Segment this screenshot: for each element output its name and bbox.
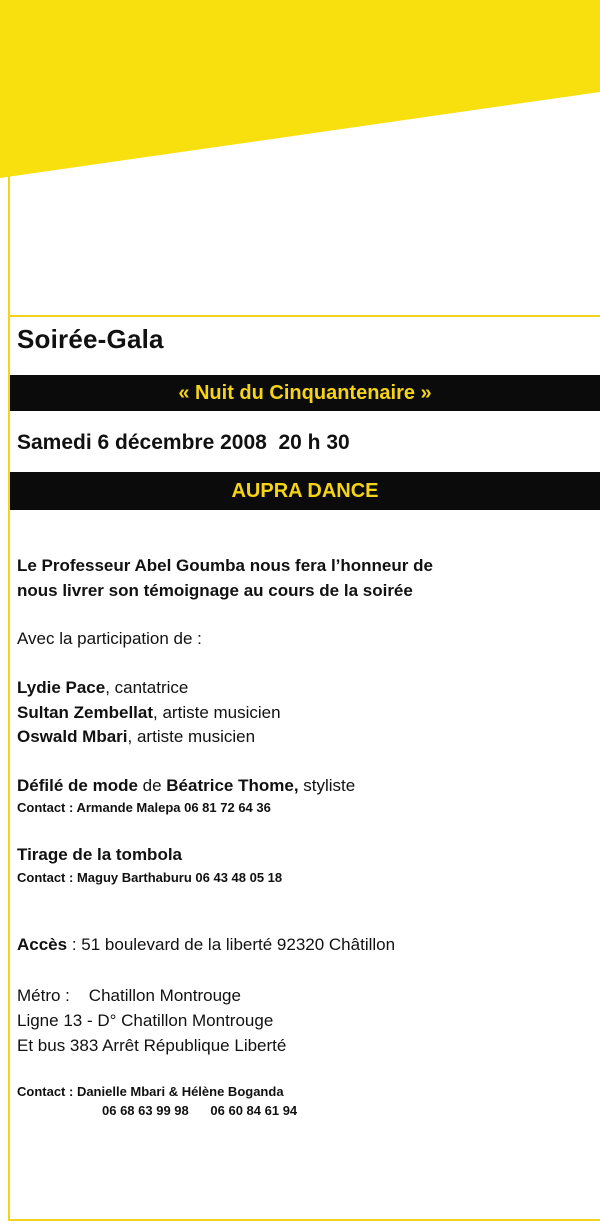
frame-top-border bbox=[8, 315, 600, 317]
access-label: Accès bbox=[17, 935, 68, 954]
intro-line-1: Le Professeur Abel Goumba nous fera l’honneur de bbox=[17, 556, 433, 575]
metro-line-13: Ligne 13 - D° Chatillon Montrouge bbox=[17, 1011, 274, 1030]
metro-line: Métro : Chatillon Montrouge bbox=[17, 986, 241, 1005]
participant-role: , artiste musicien bbox=[153, 703, 281, 722]
fashion-by: de bbox=[137, 776, 167, 795]
participant-role: , artiste musicien bbox=[127, 727, 256, 746]
bus-line: Et bus 383 Arrêt République Liberté bbox=[17, 1036, 287, 1055]
event-title: Soirée-Gala bbox=[17, 324, 164, 354]
intro-paragraph bbox=[17, 553, 592, 603]
venue-name: AUPRA DANCE bbox=[231, 479, 379, 502]
event-subtitle: « Nuit du Cinquantenaire » bbox=[178, 381, 432, 404]
participant-name: Oswald Mbari bbox=[17, 727, 128, 746]
access-address: : 51 boulevard de la liberté 92320 Châtillon bbox=[67, 935, 396, 954]
participant-name: Sultan Zembellat bbox=[17, 703, 154, 722]
fashion-line bbox=[17, 776, 355, 796]
yellow-banner bbox=[0, 0, 600, 190]
venue-bar bbox=[10, 472, 600, 510]
frame-left-border bbox=[8, 176, 10, 1221]
participant-row bbox=[17, 727, 255, 747]
tombola-contact: Contact : Maguy Barthaburu 06 43 48 05 18 bbox=[17, 870, 283, 885]
subtitle-bar bbox=[10, 375, 600, 411]
final-contact-names: Contact : Danielle Mbari & Hélène Boganda bbox=[17, 1084, 284, 1099]
tombola-label bbox=[17, 845, 182, 865]
participant-role: , cantatrice bbox=[105, 678, 189, 697]
participant-row bbox=[17, 703, 281, 723]
access-line bbox=[17, 935, 395, 955]
fashion-contact: Contact : Armande Malepa 06 81 72 64 36 bbox=[17, 800, 271, 815]
fashion-designer: Béatrice Thome, bbox=[166, 776, 299, 795]
fashion-role: styliste bbox=[298, 776, 356, 795]
intro-line-2: nous livrer son témoignage au cours de la soirée bbox=[17, 581, 413, 600]
fashion-label: Défilé de mode bbox=[17, 776, 138, 795]
tombola-title: Tirage de la tombola bbox=[17, 845, 183, 864]
participant-row bbox=[17, 678, 188, 698]
frame-bottom-border bbox=[8, 1219, 600, 1221]
participation-label: Avec la participation de : bbox=[17, 629, 202, 648]
participant-name: Lydie Pace bbox=[17, 678, 106, 697]
final-contact-phones: 06 68 63 99 98 06 60 84 61 94 bbox=[102, 1103, 298, 1118]
event-date: Samedi 6 décembre 2008 20 h 30 bbox=[17, 431, 350, 454]
